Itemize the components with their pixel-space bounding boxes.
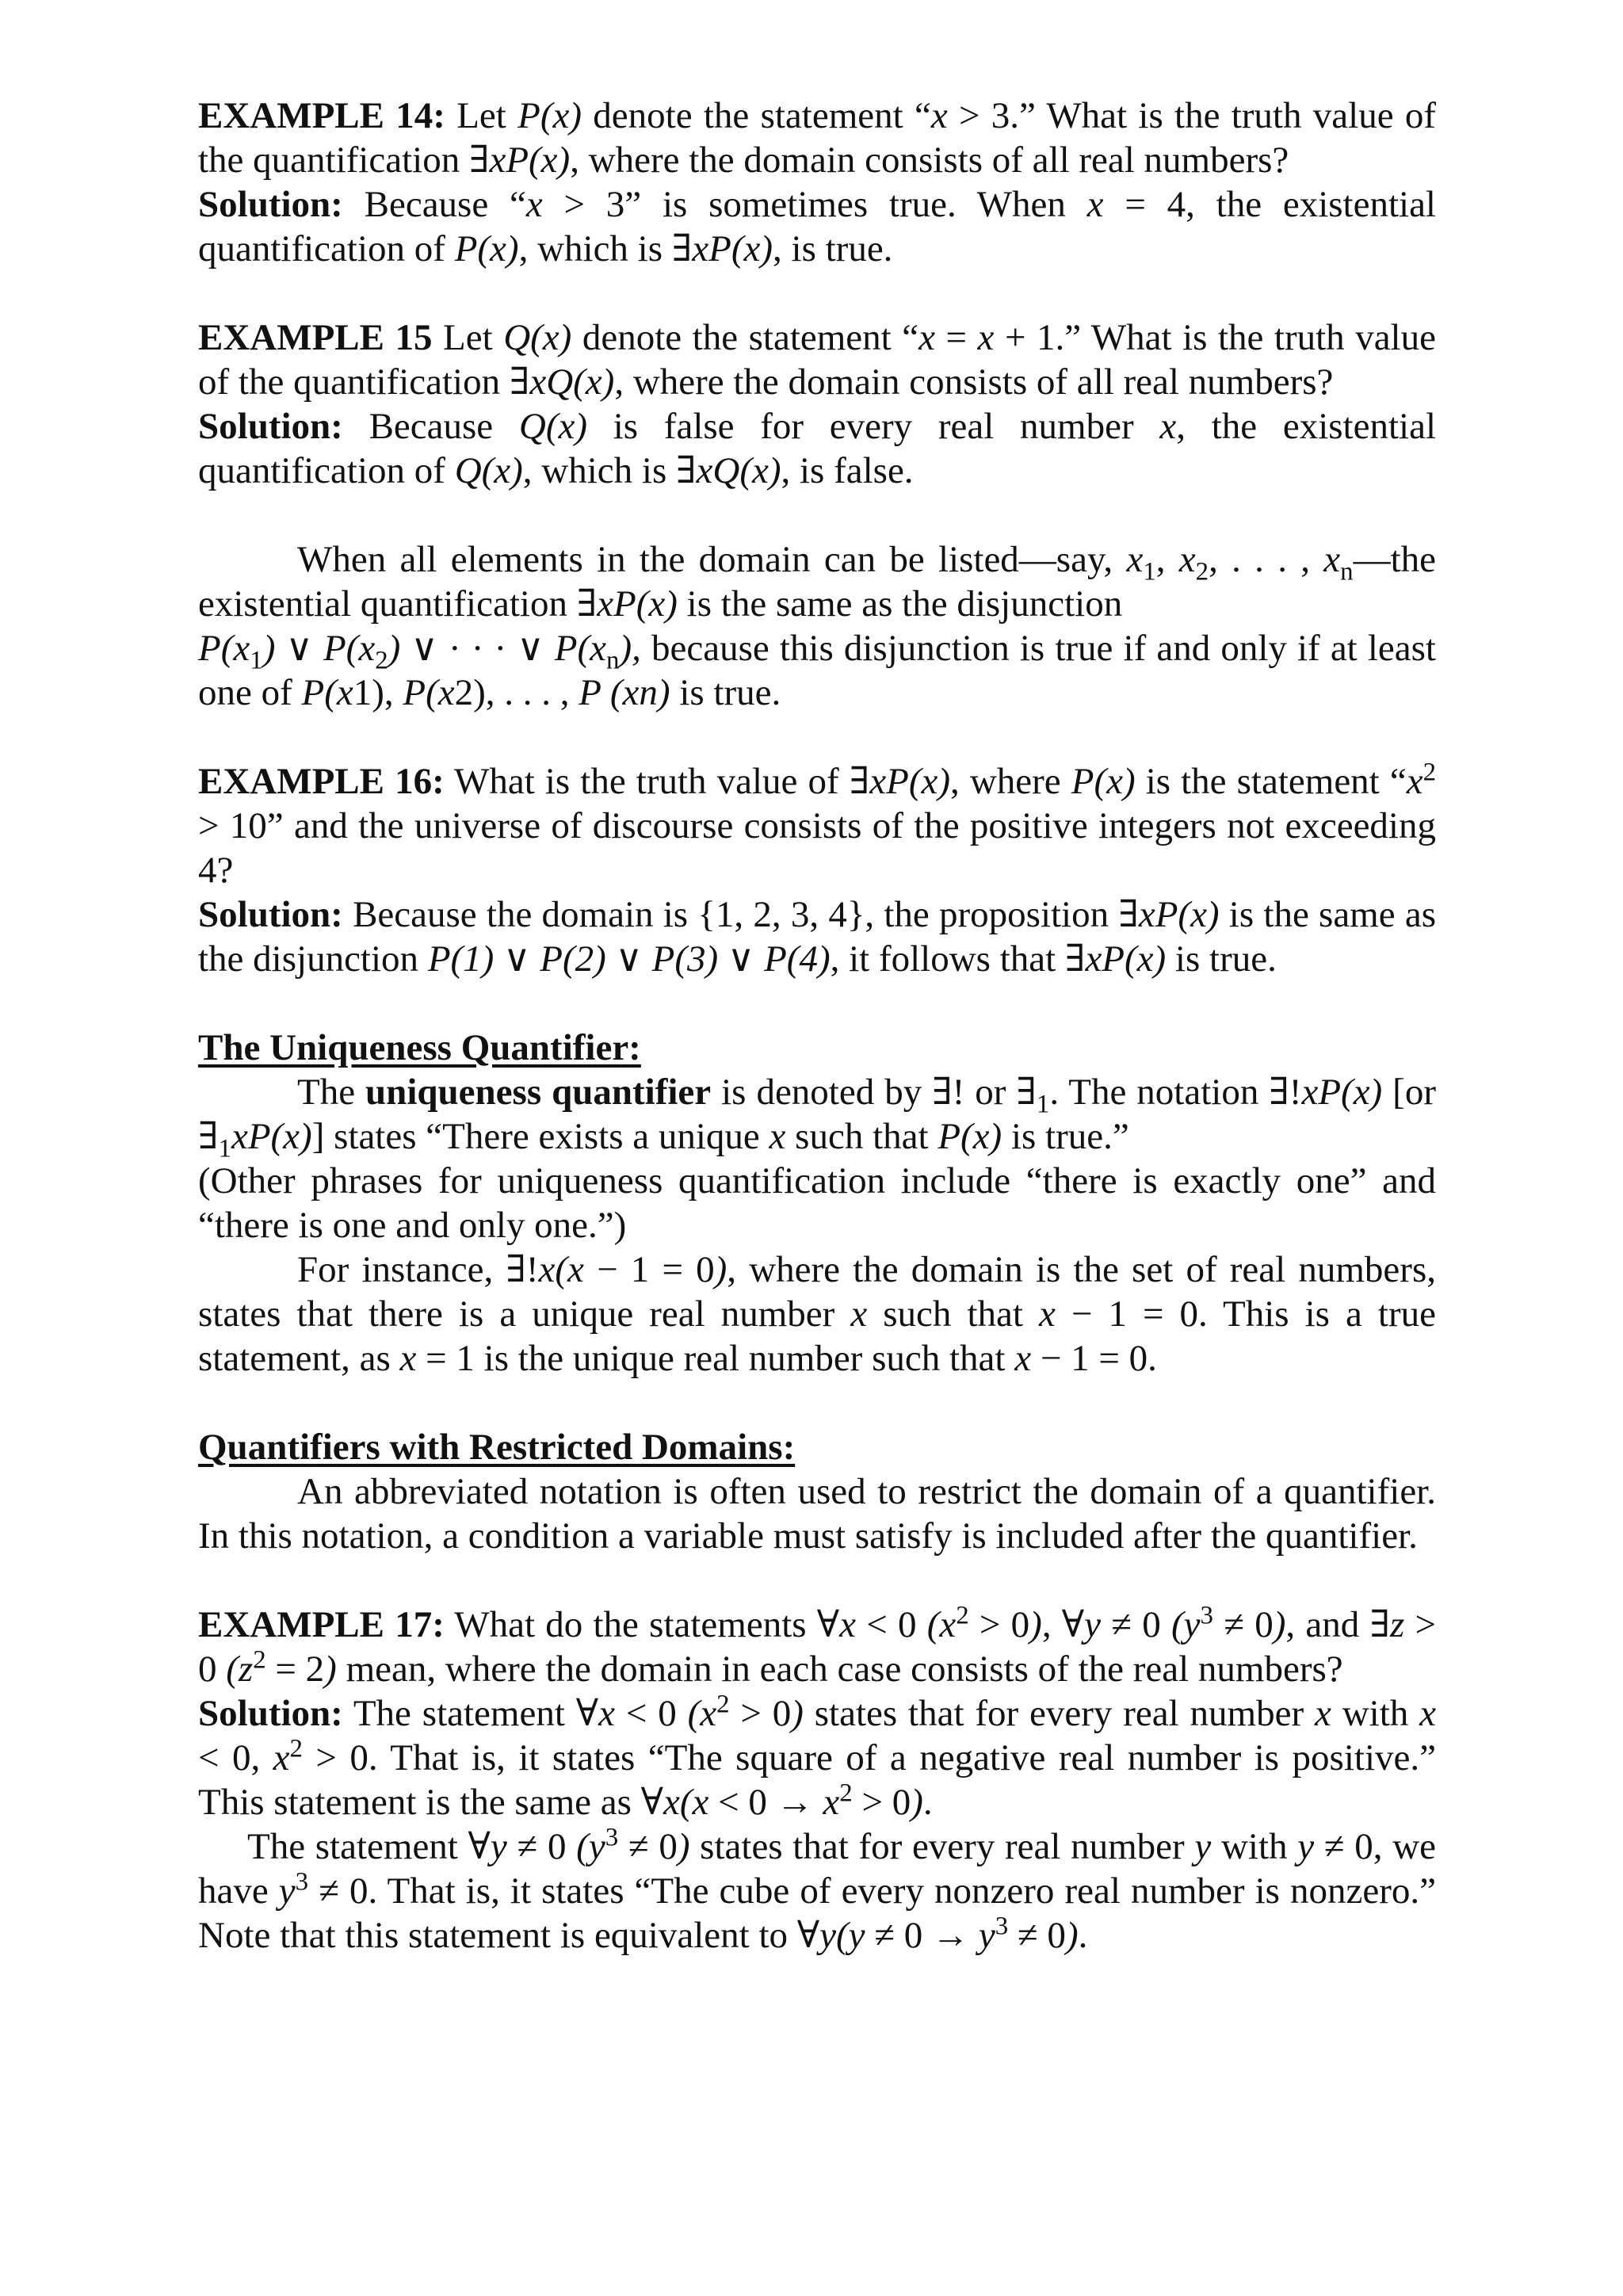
superscript: 2 [253,1645,266,1675]
text: An abbreviated notation is often used to restrict the domain of a quantifier. In this notation, a condition a variable must satisfy is included after the quantifier. [198,1471,1436,1557]
text: . [1078,1915,1088,1956]
example-16-question [198,759,1436,892]
text: , where the domain consists of all real numbers? [570,139,1289,181]
text: ≠ 0 [1101,1604,1172,1645]
math: ), [619,628,641,669]
text: , where the domain consists of all real numbers? [614,361,1334,403]
math: x(x [663,1782,709,1823]
text: ≠ 0 → [865,1915,979,1956]
restricted-heading [198,1425,1436,1469]
example-14-solution [198,182,1436,271]
math: x [977,317,995,358]
solution-label: Solution: [198,184,343,225]
math: P(x) [517,95,582,136]
uniqueness-paragraph-1 [198,1070,1436,1163]
document-page [198,94,1436,1958]
math: P(x [301,672,353,713]
math: y [978,1915,995,1956]
subscript: 1 [218,1134,231,1163]
math: x [769,1116,786,1157]
text: When all elements in the domain can be listed—say, [297,539,1127,580]
text: > 0. That is, it states “The square of a negative real number is positive.” This statement is the same as ∀ [198,1737,1436,1823]
text: What do the statements ∀ [444,1604,840,1645]
example-15-solution [198,404,1436,493]
text: with [1211,1826,1298,1867]
text: is the statement “ [1135,761,1407,802]
text: The statement ∀ [342,1693,599,1734]
text: > 0 [729,1693,792,1734]
text: < 0 → [708,1782,823,1823]
example-16-solution [198,892,1436,981]
math: y(y [819,1915,865,1956]
math: ) [714,1249,727,1290]
text: is true.” [1002,1116,1129,1157]
math: Q(x) [454,450,523,491]
uniqueness-heading [198,1026,1436,1070]
text: ] states “There exists a unique [311,1116,769,1157]
solution-label: Solution: [198,406,343,447]
math: P(3) [651,938,719,980]
section-heading: Quantifiers with Restricted Domains: [198,1427,796,1468]
math: ) ∨ P(x [262,628,376,669]
math: xP(x) [869,761,950,802]
text: < 0 [856,1604,927,1645]
superscript: 2 [839,1778,853,1808]
math: xP(x) [1301,1072,1383,1113]
math: P(2) [540,938,606,980]
example-14-label: EXAMPLE 14: [198,95,445,136]
superscript: 2 [1423,758,1437,787]
text: The statement ∀ [247,1826,491,1867]
math: x [273,1737,290,1778]
uniqueness-paragraph-3 [198,1247,1436,1381]
text: > 0 [968,1604,1030,1645]
text: ∨ · · · ∨ [400,628,555,669]
subscript: 2 [1195,557,1209,586]
math: y [278,1870,296,1912]
text: , which is ∃ [522,450,697,491]
superscript: 3 [295,1867,309,1897]
text: ≠ 0, we have [198,1826,1437,1912]
text: ≠ 0 [1008,1915,1066,1956]
text: is denoted by ∃! or ∃ [711,1072,1037,1113]
text: , the existential quantification of [198,406,1437,491]
example-16-label: EXAMPLE 16: [198,761,445,802]
text: ≠ 0 [1212,1604,1274,1645]
math: y [1084,1604,1102,1645]
math: Q(x) [518,406,587,447]
text: ≠ 0 [506,1826,577,1867]
text: For instance, ∃! [297,1249,539,1290]
math: P(x [403,672,455,713]
math: xQ(x) [529,361,615,403]
section-heading: The Uniqueness Quantifier: [198,1027,641,1068]
math: x [918,317,935,358]
solution-label: Solution: [198,1693,343,1734]
text: denote the statement “ [582,95,931,136]
term: uniqueness quantifier [365,1072,712,1113]
text: > 10” and the universe of discourse consists of the positive integers not exceeding 4? [198,805,1436,891]
text: [or ∃ [198,1072,1436,1157]
math: P(x [554,628,607,669]
math: P(x) [938,1116,1002,1157]
text: is true. [670,672,781,713]
math: x [399,1338,417,1379]
superscript: 3 [995,1912,1009,1941]
text: is the same as the disjunction [198,894,1436,980]
math: x [1014,1338,1032,1379]
text: is the same as the disjunction [677,583,1123,625]
superscript: 3 [605,1823,619,1852]
math: x [839,1604,857,1645]
math: x [1406,761,1423,802]
text: ≠ 0. That is, it states “The cube of every nonzero real number is nonzero.” Note that this statement is equivalent to ∀ [198,1870,1436,1956]
example-15-question [198,315,1436,404]
subscript: n [1340,557,1354,586]
example-14-question [198,94,1436,182]
text: , it follows that ∃ [830,938,1086,980]
text: − 1 = 0 [583,1249,715,1290]
text: —the existential quantification ∃ [198,539,1437,625]
math: (y [1171,1604,1201,1645]
text: ≠ 0 [618,1826,678,1867]
math: ) [324,1648,337,1690]
example-17-solution [198,1691,1436,1824]
math: xQ(x) [696,450,781,491]
text: > 3” is sometimes true. When [542,184,1087,225]
text: + 1.” What is the truth value of the quantification ∃ [198,317,1436,403]
superscript: 3 [1200,1601,1213,1630]
text: , which is ∃ [518,228,693,269]
math: x [930,95,948,136]
text: 2), . . . , [454,672,579,713]
text: − 1 = 0. This is a true statement, as [198,1293,1436,1379]
math: x [823,1782,840,1823]
text: > 0 [852,1782,911,1823]
math: ) [1273,1604,1286,1645]
math: x [1159,406,1177,447]
text: is false for every real number [587,406,1160,447]
text: denote the statement “ [571,317,919,358]
math: x [1323,539,1341,580]
text: The [297,1072,366,1113]
text: What is the truth value of ∃ [444,761,870,802]
math: P (xn) [579,672,670,713]
restricted-paragraph [198,1469,1436,1558]
text: , ∀ [1041,1604,1085,1645]
text: . [922,1782,933,1823]
math: (x [926,1604,957,1645]
math: (y [576,1826,605,1867]
math: ) [911,1782,923,1823]
math: y [1194,1826,1212,1867]
text: states that for every real number [689,1826,1195,1867]
text: is true. [1166,938,1277,980]
example-17-label: EXAMPLE 17: [198,1604,445,1645]
text: mean, where the domain in each case consists of the real numbers? [336,1648,1343,1690]
example-17-solution-2 [198,1824,1436,1958]
text: with [1331,1693,1420,1734]
text: = 4, the existential quantification of [198,184,1436,269]
text: ∨ [605,938,652,980]
text: because this disjunction is true if and only if at least one of [198,628,1436,713]
math: ) [1029,1604,1042,1645]
text: > 3.” What is the truth value of the quantification ∃ [198,95,1436,181]
text: , is false. [781,450,914,491]
subscript: 2 [375,646,388,675]
math: xP(x) [692,228,773,269]
superscript: 2 [289,1734,303,1763]
text: Let [445,95,518,136]
math: xP(x) [231,1116,312,1157]
text: . The notation ∃! [1049,1072,1302,1113]
math: x [1038,1293,1056,1335]
math: xP(x) [489,139,571,181]
math: ) [1065,1915,1079,1956]
text: such that [867,1293,1039,1335]
text: , where [949,761,1071,802]
text: Because [342,406,519,447]
math: ) [388,628,401,669]
math: P(x [198,628,250,669]
math: P(4) [764,938,831,980]
math: ) [791,1693,804,1734]
text: ∨ [494,938,540,980]
text: Because the domain is {1, 2, 3, 4}, the proposition ∃ [342,894,1139,935]
math: (z [226,1648,254,1690]
superscript: 2 [716,1690,730,1719]
text: such that [785,1116,938,1157]
math: z [1389,1604,1405,1645]
math: xP(x) [597,583,678,625]
text: , and ∃ [1285,1604,1390,1645]
text: , . . . , [1209,539,1324,580]
text: , is true. [773,228,893,269]
text: < 0, [198,1737,273,1778]
text: = [934,317,978,358]
math: x [1178,539,1196,580]
math: y [1297,1826,1315,1867]
math: P(x) [454,228,519,269]
listed-domain-paragraph-1 [198,537,1436,626]
math: xP(x) [1138,894,1220,935]
text: Let [432,317,504,358]
math: x [525,184,543,225]
text: ∨ [718,938,765,980]
math: x(x [538,1249,584,1290]
listed-domain-paragraph-2 [198,626,1436,715]
math: P(1) [427,938,495,980]
math: x [1086,184,1104,225]
math: P(x) [1071,761,1136,802]
subscript: n [606,646,620,675]
text: − 1 = 0. [1031,1338,1157,1379]
text: > 0 [198,1604,1436,1690]
math: x [1126,539,1144,580]
text: Because “ [342,184,526,225]
math: ) [677,1826,690,1867]
math: xP(x) [1085,938,1167,980]
math: x [598,1693,615,1734]
uniqueness-paragraph-2 [198,1159,1436,1247]
text: = 2 [265,1648,325,1690]
text: (Other phrases for uniqueness quantification include “there is exactly one” and “there is one and only one.”) [198,1160,1436,1246]
text: = 1 is the unique real number such that [416,1338,1015,1379]
example-15-label: EXAMPLE 15 [198,317,433,358]
text: , [1155,539,1179,580]
math: y [490,1826,507,1867]
math: x [850,1293,868,1335]
superscript: 2 [956,1601,969,1630]
math: x [1419,1693,1436,1734]
solution-label: Solution: [198,894,343,935]
text: < 0 [614,1693,688,1734]
example-17-question [198,1603,1436,1691]
subscript: 1 [250,646,263,675]
text: states that for every real number [803,1693,1315,1734]
subscript: 1 [1143,557,1156,586]
math: (x [687,1693,717,1734]
text: 1), [353,672,403,713]
math: Q(x) [503,317,572,358]
subscript: 1 [1036,1090,1050,1119]
text: , where the domain is the set of real numbers, states that there is a unique real number [198,1249,1436,1335]
math: x [1314,1693,1331,1734]
